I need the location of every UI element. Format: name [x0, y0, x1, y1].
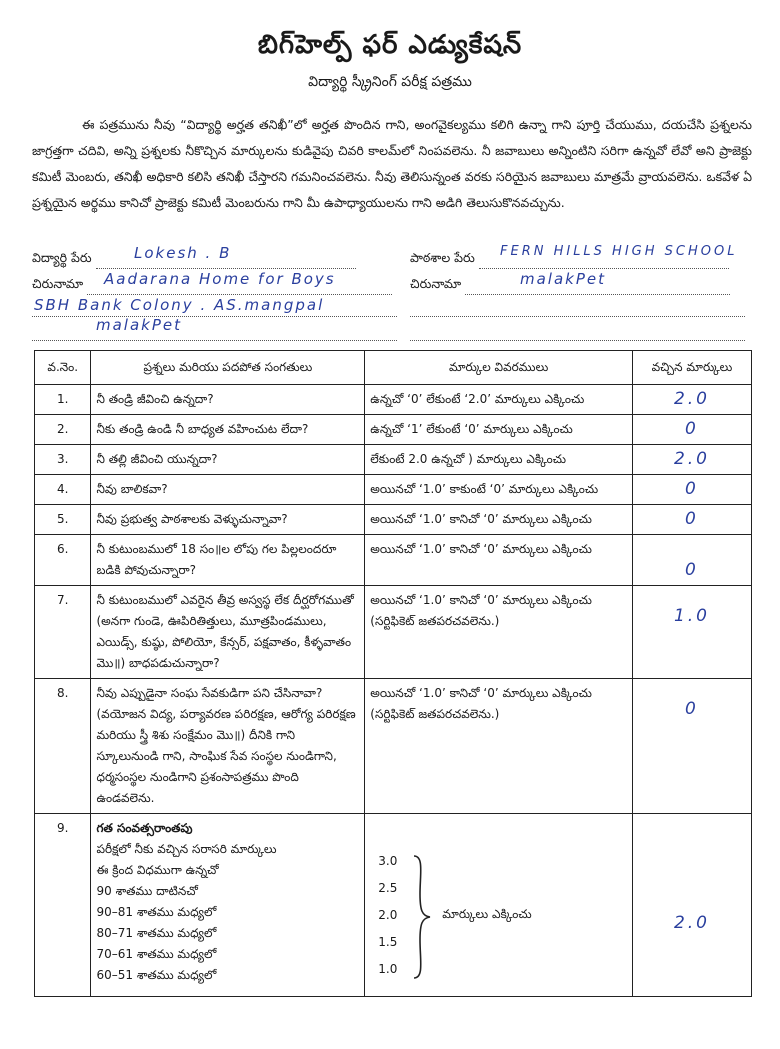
- row-question: నీవు బాలికవా?: [91, 475, 365, 505]
- row-marks-rule: ఉన్నచో ‘1’ లేకుంటే ‘0’ మార్కులు ఎక్కించు: [365, 415, 633, 445]
- q9-line: పరీక్షలో నీకు వచ్చిన సరాసరి మార్కులు: [96, 842, 277, 856]
- row-marks-rule: అయినచో ‘1.0’ కాకుంటే ‘0’ మార్కులు ఎక్కించు: [365, 475, 633, 505]
- q9-line: 90 శాతము దాటినచో: [96, 884, 198, 898]
- q9-line: 80–71 శాతము మధ్యలో: [96, 926, 217, 940]
- row-number: 1.: [35, 385, 91, 415]
- school-address-value: malakPet: [520, 270, 607, 288]
- row-obtained-mark[interactable]: 0: [632, 535, 751, 586]
- row-number: 5.: [35, 505, 91, 535]
- row-marks-rule: [365, 814, 633, 997]
- school-address-label: చిరునామా: [410, 276, 462, 291]
- row-number: 7.: [35, 586, 91, 679]
- curly-brace-icon: [410, 854, 432, 980]
- row-obtained-mark[interactable]: 0: [632, 415, 751, 445]
- student-name-value: Lokesh . B: [134, 244, 232, 262]
- table-row: [35, 679, 752, 814]
- row-number: 8.: [35, 679, 91, 814]
- address-label: చిరునామా: [32, 276, 84, 291]
- q9-line: 70–61 శాతము మధ్యలో: [96, 947, 217, 961]
- scale-value: 2.0: [378, 908, 398, 922]
- header-questions: ప్రశ్నలు మరియు పదపోత సంగతులు: [91, 351, 365, 385]
- row-obtained-mark[interactable]: 2.0: [632, 385, 751, 415]
- table-header-row: [35, 351, 752, 385]
- marks-scale: [370, 848, 627, 983]
- row-marks-rule: అయినచో ‘1.0’ కానిచో ‘0’ మార్కులు ఎక్కించు: [365, 505, 633, 535]
- table-row: [35, 475, 752, 505]
- q9-line: 60–51 శాతము మధ్యలో: [96, 968, 217, 982]
- school-address-line-2-field[interactable]: [410, 302, 745, 317]
- table-row: [35, 385, 752, 415]
- school-name-value: FERN HILLS HIGH SCHOOL: [500, 244, 738, 259]
- row-question: నీ కుటుంబములో ఎవరైన తీవ్ర అస్వస్థ లేక దీర్ఘరోగముతో (అనగా గుండె, ఊపిరితిత్తులు, మూత్రపిండములు, ఎయిడ్స్, కుష్ఠు, పోలియో, కేన్సర్, పక్షవాతం, కీళ్ళవాతం మొ॥) బాధపడుచున్నారా?: [91, 586, 365, 679]
- row-question: నీవు ప్రభుత్వ పాఠశాలకు వెళ్ళుచున్నావా?: [91, 505, 365, 535]
- scale-value: 2.5: [378, 881, 398, 895]
- scale-value: 1.0: [378, 962, 398, 976]
- table-row: [35, 586, 752, 679]
- q9-line: 90–81 శాతము మధ్యలో: [96, 905, 217, 919]
- row-number: 2.: [35, 415, 91, 445]
- row-obtained-mark[interactable]: 2.0: [632, 445, 751, 475]
- address-line-3: malakPet: [96, 316, 183, 334]
- scale-values: [378, 848, 397, 983]
- row-question: [91, 814, 365, 997]
- row-number: 4.: [35, 475, 91, 505]
- row-number: 6.: [35, 535, 91, 586]
- instructions-paragraph: [32, 112, 752, 216]
- table-row: [35, 814, 752, 997]
- row-number: 3.: [35, 445, 91, 475]
- row-marks-rule: అయినచో ‘1.0’ కానిచో ‘0’ మార్కులు ఎక్కించు (సర్టిఫికెట్ జతపరచవలెను.): [365, 679, 633, 814]
- row-obtained-mark[interactable]: 0: [632, 475, 751, 505]
- row-question: నీ తల్లి జీవించి యున్నదా?: [91, 445, 365, 475]
- address-line-3-field[interactable]: [32, 326, 397, 341]
- scale-value: 3.0: [378, 854, 398, 868]
- table-row: [35, 535, 752, 586]
- table-row: [35, 415, 752, 445]
- row-obtained-mark[interactable]: 0: [632, 505, 751, 535]
- student-name-label: విద్యార్థి పేరు: [32, 250, 92, 265]
- scale-note: మార్కులు ఎక్కించు: [442, 907, 532, 921]
- address-line-1: Aadarana Home for Boys: [104, 270, 336, 288]
- row-obtained-mark[interactable]: 0: [632, 679, 751, 814]
- header-serial: వ.నెం.: [35, 351, 91, 385]
- school-name-label: పాఠశాల పేరు: [410, 250, 475, 265]
- table-row: [35, 445, 752, 475]
- row-question: నీ కుటుంబములో 18 సం॥ల లోపు గల పిల్లలందరూ బడికి పోవుచున్నారా?: [91, 535, 365, 586]
- school-address-line-3-field[interactable]: [410, 326, 745, 341]
- row-number: 9.: [35, 814, 91, 997]
- header-obtained-marks: వచ్చిన మార్కులు: [632, 351, 751, 385]
- row-marks-rule: అయినచో ‘1.0’ కానిచో ‘0’ మార్కులు ఎక్కించు (సర్టిఫికెట్ జతపరచవలెను.): [365, 586, 633, 679]
- q9-line: ఈ క్రింద విధముగా ఉన్నచో: [96, 863, 219, 877]
- form-subtitle: విద్యార్థి స్క్రీనింగ్ పరీక్ష పత్రము: [308, 74, 472, 90]
- scale-value: 1.5: [378, 935, 398, 949]
- form-title: బిగ్‌హెల్ప్ ఫర్ ఎడ్యుకేషన్: [257, 30, 523, 60]
- row-obtained-mark[interactable]: 1.0: [632, 586, 751, 679]
- row-question: నీకు తండ్రి ఉండి నీ బాధ్యత వహించుట లేదా?: [91, 415, 365, 445]
- screening-table: [34, 350, 752, 997]
- address-line-2: SBH Bank Colony . AS.mangpal: [34, 296, 325, 314]
- row-marks-rule: అయినచో ‘1.0’ కానిచో ‘0’ మార్కులు ఎక్కించు: [365, 535, 633, 586]
- q9-title: గత సంవత్సరాంతపు: [96, 821, 193, 835]
- row-marks-rule: లేకుంటే 2.0 ఉన్నచో ) మార్కులు ఎక్కించు: [365, 445, 633, 475]
- instructions-text: ఈ పత్రమును నీవు “విద్యార్థి అర్హత తనిఖీ”లో అర్హత పొందిన గాని, అంగవైకల్యము కలిగి ఉన్నా గాని పూర్తి చేయుము, దయచేసి ప్రశ్నలను జాగ్రత్తగా చదివి, అన్ని ప్రశ్నలకు నీకొచ్చిన మార్కులను కుడివైపు చివరి కాలమ్‌లో నింపవలెను. నీ జవాబులు అన్నింటిని సరిగా ఉన్నవో లేవో అని ప్రాజెక్టు కమిటీ మెంబరు, తనిఖీ అధికారి కలిసి తనిఖీ చేస్తారని గమనించవలెను. నీవు తెలిసున్నంత వరకు సరియైన జవాబులు మాత్రమే వ్రాయవలెను. ఒకవేళ ఏ ప్రశ్నయైన అర్థము కానిచో ప్రాజెక్టు కమిటీ మెంబరును గాని మీ ఉపాధ్యాయులను గాని అడిగి తెలుసుకొనవచ్చును.: [32, 117, 752, 210]
- table-row: [35, 505, 752, 535]
- row-question: నీవు ఎప్పుడైనా సంఘ సేవకుడిగా పని చేసినావా? (వయోజన విద్య, పర్యావరణ పరిరక్షణ, ఆరోగ్య పరిరక్షణ మరియు స్త్రీ శిశు సంక్షేమం మొ॥) దీనికి గాని స్కూలునుండి గాని, సాంఘిక సేవ సంస్థల నుండిగాని, ధర్మసంస్థల నుండిగాని ప్రశంసాపత్రము పొంది ఉండవలెను.: [91, 679, 365, 814]
- header-marks-details: మార్కుల వివరములు: [365, 351, 633, 385]
- row-marks-rule: ఉన్నచో ‘0’ లేకుంటే ‘2.0’ మార్కులు ఎక్కించు: [365, 385, 633, 415]
- row-question: నీ తండ్రి జీవించి ఉన్నదా?: [91, 385, 365, 415]
- row-obtained-mark[interactable]: 2.0: [632, 814, 751, 997]
